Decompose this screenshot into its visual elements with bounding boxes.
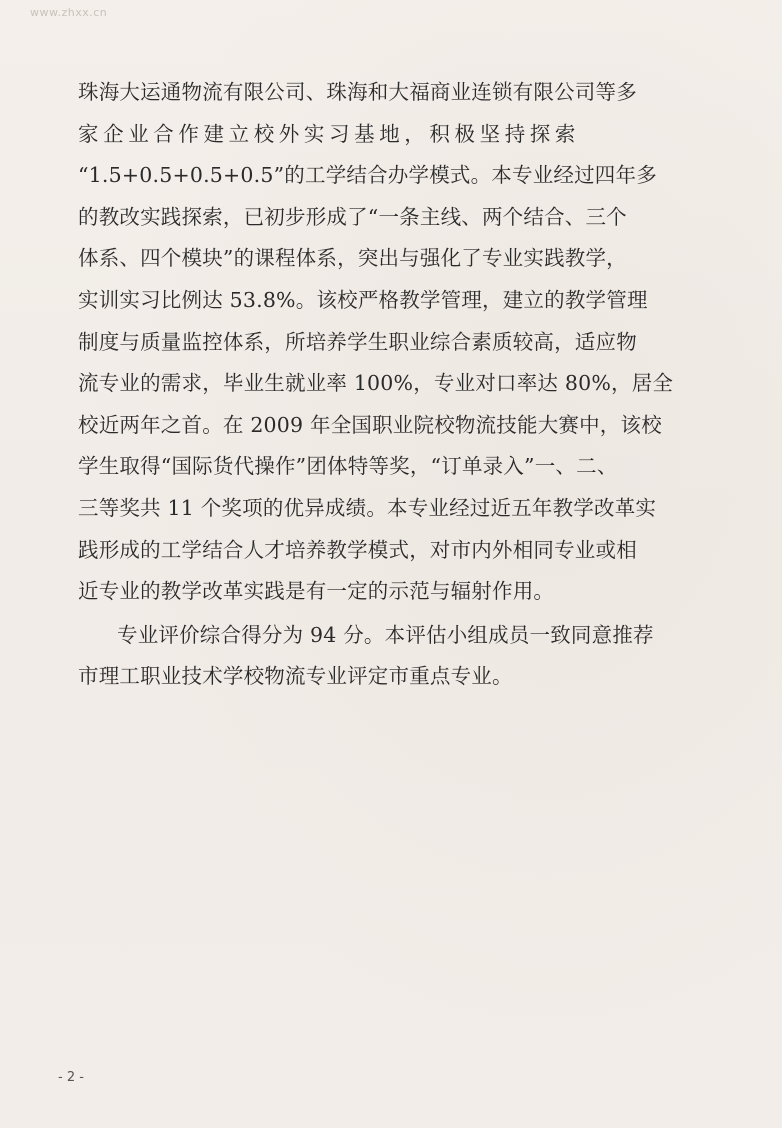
paragraph1-line: 近专业的教学改革实践是有一定的示范与辐射作用。: [78, 579, 555, 604]
paragraph1-line: 三等奖共 11 个奖项的优异成绩。本专业经过近五年教学改革实: [78, 495, 657, 520]
paragraph1-line: 的教改实践探索，已初步形成了“一条主线、两个结合、三个: [78, 204, 627, 229]
watermark: www.zhxx.cn: [30, 6, 108, 19]
paragraph1-line: 校近两年之首。在 2009 年全国职业院校物流技能大赛中，该校: [78, 412, 662, 437]
paragraph1-line: 珠海大运通物流有限公司、珠海和大福商业连锁有限公司等多: [78, 80, 637, 104]
paragraph2-line: 市理工职业技术学校物流专业评定市重点专业。: [78, 664, 513, 689]
paragraph1-line: 制度与质量监控体系，所培养学生职业综合素质较高，适应物: [78, 329, 637, 354]
paragraph1-line: 实训实习比例达 53.8%。该校严格教学管理，建立的教学管理: [78, 287, 648, 312]
paragraph1-line: 学生取得“国际货代操作”团体特等奖，“订单录入”一、二、: [78, 454, 618, 479]
paragraph1-line: 践形成的工学结合人才培养教学模式，对市内外相同专业或相: [78, 537, 637, 562]
paragraph1-line: “1.5+0.5+0.5+0.5”的工学结合办学模式。本专业经过四年多: [78, 163, 657, 188]
body-text: [78, 72, 708, 698]
paragraph1-line: 家企业合作建立校外实习基地，积极坚持探索: [78, 121, 580, 146]
paragraph1-line: 体系、四个模块”的课程体系，突出与强化了专业实践教学，: [78, 246, 627, 271]
paragraph2-line: 专业评价综合得分为 94 分。本评估小组成员一致同意推荐: [117, 622, 654, 647]
paragraph1-line: 流专业的需求，毕业生就业率 100%，专业对口率达 80%，居全: [78, 371, 674, 396]
page-number: - 2 -: [58, 1070, 84, 1085]
